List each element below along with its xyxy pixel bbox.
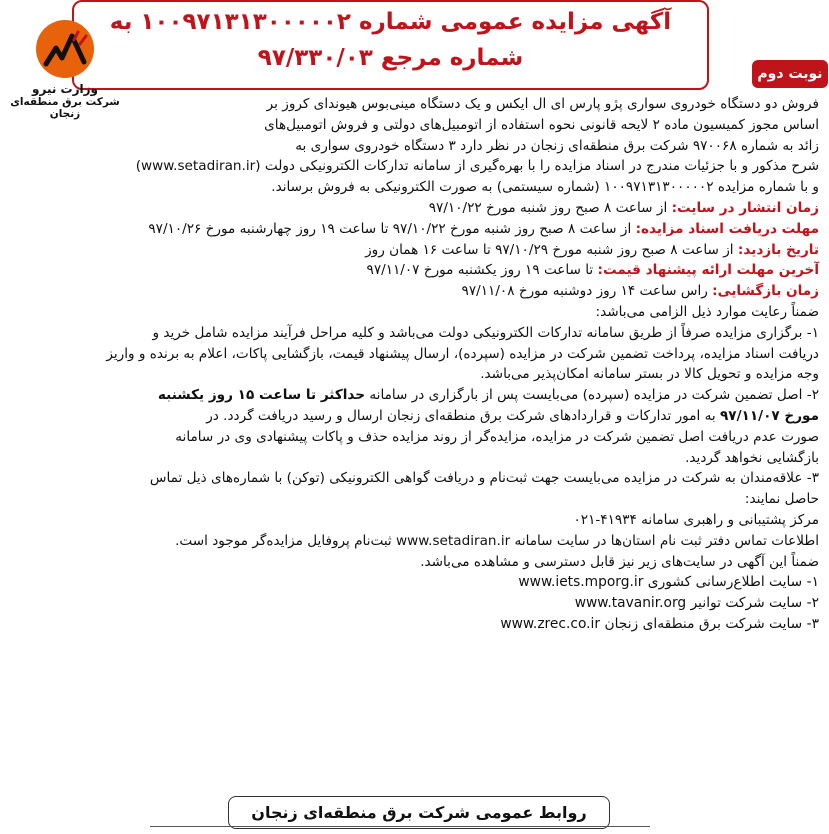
item-line — [19, 406, 819, 427]
item-line: ۱- برگزاری مزایده صرفاً از طریق سامانه تدارکات الکترونیکی دولت می‌باشد و کلیه مراحل فرآیند مزایده شامل خرید و — [152, 324, 819, 341]
support-line: مرکز پشتیبانی و راهبری سامانه ۴۱۹۳۴-۰۲۱ — [573, 511, 819, 528]
date-row — [19, 219, 819, 240]
date-label: زمان انتشار در سایت: — [671, 199, 819, 216]
notice-line: ضمناً رعایت موارد ذیل الزامی می‌باشد: — [595, 303, 819, 320]
footer-signature: روابط عمومی شرکت برق منطقه‌ای زنجان — [228, 796, 610, 829]
condition-item-1 — [19, 323, 819, 385]
deadline-date: مورخ ۹۷/۱۱/۰۷ — [719, 407, 819, 424]
item-text: ۲- اصل تضمین شرکت در مزایده (سپرده) می‌بایست پس از بارگزاری در سامانه — [369, 387, 819, 404]
ad-body — [19, 94, 819, 635]
date-value: راس ساعت ۱۴ روز دوشنبه مورخ ۹۷/۱۱/۰۸ — [461, 283, 708, 300]
title-box — [72, 0, 709, 90]
contact-line: اطلاعات تماس دفتر ثبت نام استان‌ها در سایت سامانه www.setadiran.ir ثبت‌نام پروفایل مزایده‌گر موجود است. — [175, 532, 819, 549]
date-label: تاریخ بازدید: — [737, 241, 819, 258]
intro-line: اساس مجوز کمیسیون ماده ۲ لایحه قانونی نحوه استفاده از اتومبیل‌های دولتی و فروش اتومبیل‌های — [264, 116, 819, 133]
ad-title-line1: آگهی مزایده عمومی شماره ۱۰۰۹۷۱۳۱۳۰۰۰۰۰۲ به — [109, 9, 672, 35]
logo-ministry: وزارت نیرو — [32, 82, 98, 96]
intro-line: و با شماره مزایده ۱۰۰۹۷۱۳۱۳۰۰۰۰۰۲ (شماره سیستمی) به صورت الکترونیکی به فروش برساند. — [271, 179, 819, 196]
condition-item-2 — [19, 385, 819, 468]
condition-item-3 — [19, 468, 819, 572]
date-row — [19, 240, 819, 261]
date-value: از ساعت ۸ صبح روز شنبه مورخ ۹۷/۱۰/۲۲ تا ساعت ۱۹ روز چهارشنبه مورخ ۹۷/۱۰/۲۶ — [148, 220, 632, 237]
item-line: صورت عدم دریافت اصل تضمین شرکت در مزایده، مزایده‌گر از روند مزایده حذف و پاکات پیشنهادی وی در سامانه — [175, 428, 819, 445]
item-line: دریافت اسناد مزایده، پرداخت تضمین شرکت در مزایده (سپرده)، ارسال پیشنهاد قیمت، بازگشایی پاکات، اعلام به برنده و واریز — [106, 345, 819, 362]
date-label: زمان بازگشایی: — [712, 283, 819, 300]
item-line: ۳- علاقه‌مندان به شرکت در مزایده می‌بایست جهت ثبت‌نام و دریافت گواهی الکترونیکی (توکن) با شماره‌های ذیل تماس — [149, 470, 819, 487]
item-line — [19, 385, 819, 406]
item-text: به امور تدارکات و قراردادهای شرکت برق منطقه‌ای زنجان ارسال و رسید دریافت گردد. در — [206, 407, 716, 424]
footer-divider — [150, 826, 650, 827]
intro-line: زائد به شماره ۹۷۰۰۶۸ شرکت برق منطقه‌ای زنجان در نظر دارد ۳ دستگاه خودروی سواری به — [295, 137, 819, 154]
intro-line: فروش دو دستگاه خودروی سواری پژو پارس ای ال ایکس و یک دستگاه مینی‌بوس هیوندای کروز بر — [266, 96, 819, 112]
date-row — [19, 198, 819, 219]
item-line: بازگشایی نخواهد گردید. — [685, 449, 819, 466]
date-row — [19, 281, 819, 302]
item-line: حاصل نمایند: — [744, 491, 819, 508]
date-label: مهلت دریافت اسناد مزایده: — [635, 220, 819, 237]
site-link-tavanir[interactable]: ۲- سایت شرکت توانیر www.tavanir.org — [574, 595, 819, 612]
item-line: وجه مزایده و تحویل کالا در بستر سامانه امکان‌پذیر می‌باشد. — [480, 366, 819, 383]
date-value: از ساعت ۸ صبح روز شنبه مورخ ۹۷/۱۰/۲۲ — [428, 199, 668, 216]
logo-company: شرکت برق منطقه‌ای زنجان — [10, 96, 120, 120]
power-company-logo-icon — [34, 18, 96, 80]
site-link-iets[interactable]: ۱- سایت اطلاع‌رسانی کشوری www.iets.mporg.ir — [518, 574, 819, 591]
intro-line: شرح مذکور و با جزئیات مندرج در اسناد مزایده را با بهره‌گیری از سامانه تدارکات الکترونیکی دولت (www.setadiran.ir) — [135, 158, 819, 175]
date-label: آخرین مهلت ارائه پیشنهاد قیمت: — [597, 262, 819, 279]
round-badge: نوبت دوم — [752, 60, 828, 88]
sites-intro: ضمناً این آگهی در سایت‌های زیر نیز قابل دسترسی و مشاهده می‌باشد. — [420, 553, 819, 570]
date-value: تا ساعت ۱۹ روز یکشنبه مورخ ۹۷/۱۱/۰۷ — [366, 262, 594, 279]
deadline-text: حداکثر تا ساعت ۱۵ روز یکشنبه — [157, 387, 366, 404]
ad-title-line2: شماره مرجع ۹۷/۳۳۰/۰۳ — [257, 45, 524, 71]
date-value: از ساعت ۸ صبح روز شنبه مورخ ۹۷/۱۰/۲۹ تا ساعت ۱۶ همان روز — [365, 241, 734, 258]
date-row — [19, 260, 819, 281]
site-link-zrec[interactable]: ۳- سایت شرکت برق منطقه‌ای زنجان www.zrec.co.ir — [500, 615, 819, 632]
